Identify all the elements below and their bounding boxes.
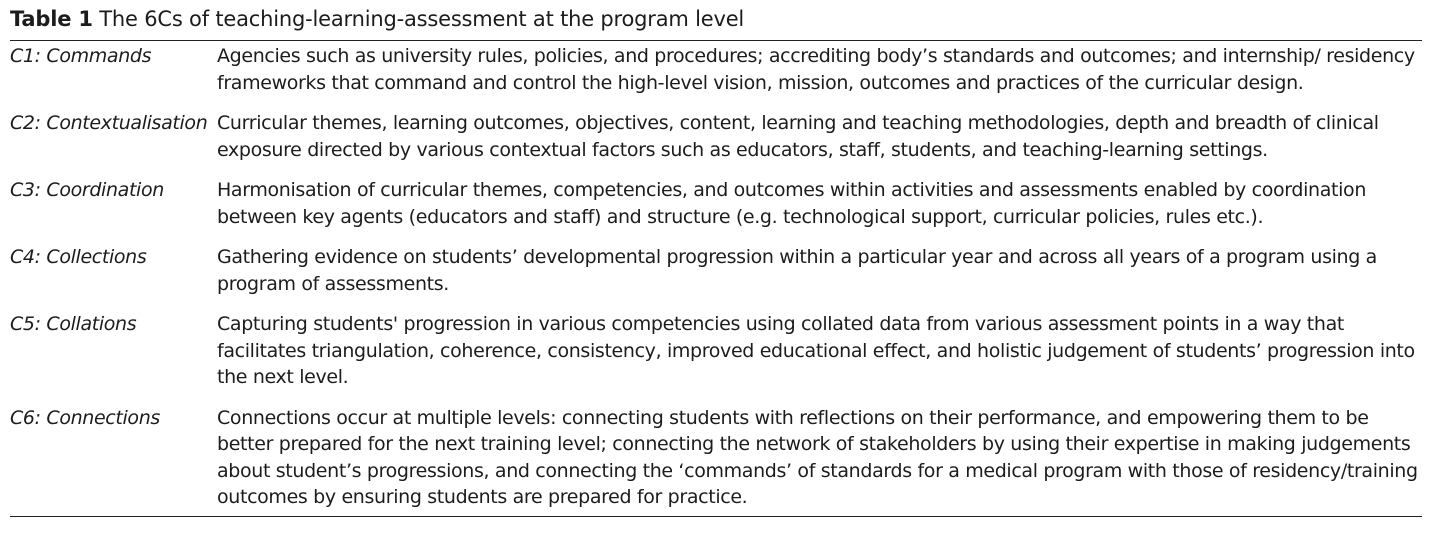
table-title: The 6Cs of teaching-learning-assessment at the program level: [99, 7, 745, 31]
row-description: Curricular themes, learning outcomes, objectives, content, learning and teaching methodologies, depth and breadth of clinical exposure directed by various contextual factors such as educators, staff, students, and teaching-learning settings.: [217, 112, 1379, 161]
table-caption: [10, 0, 1422, 37]
row-key: C3: Coordination: [10, 179, 164, 201]
table-figure: [10, 0, 1422, 517]
table-row: [10, 41, 1422, 107]
row-key: C4: Collections: [10, 246, 147, 268]
row-key: C1: Commands: [10, 45, 152, 67]
row-description: Gathering evidence on students’ developmental progression within a particular year and across all years of a program using a program of assessments.: [217, 246, 1377, 295]
row-description: Harmonisation of curricular themes, competencies, and outcomes within activities and assessments enabled by coordination between key agents (educators and staff) and structure (e.g. technological support, curricular policies, rules etc.).: [217, 179, 1367, 228]
row-key: C6: Connections: [10, 406, 160, 429]
sixcs-table: [10, 41, 1422, 512]
table-row: [10, 174, 1422, 241]
row-description: Connections occur at multiple levels: connecting students with reflections on their performance, and empowering them to be better prepared for the next training level; connecting the network of stakeholders by using their expertise in making judgements about student’s progressions, and connecting the ‘commands’ of standards for a medical program with those of residency/training outcomes by ensuring students are prepared for practice.: [217, 406, 1418, 508]
table-row: [10, 308, 1422, 402]
row-key: C5: Collations: [10, 313, 137, 335]
table-label: Table 1: [10, 7, 93, 31]
bottom-rule: [10, 516, 1422, 517]
table-row: [10, 107, 1422, 174]
row-description: Capturing students' progression in various competencies using collated data from various assessment points in a way that facilitates triangulation, coherence, consistency, improved educational effect, and holistic judgement of students’ progression into the next level.: [217, 313, 1415, 388]
table-row: [10, 241, 1422, 308]
table-row: [10, 402, 1422, 512]
row-key: C2: Contextualisation: [10, 112, 208, 134]
row-description: Agencies such as university rules, policies, and procedures; accrediting body’s standards and outcomes; and internship/ residency frameworks that command and control the high-level vision, mission, outcomes and practices of the curricular design.: [217, 45, 1415, 94]
